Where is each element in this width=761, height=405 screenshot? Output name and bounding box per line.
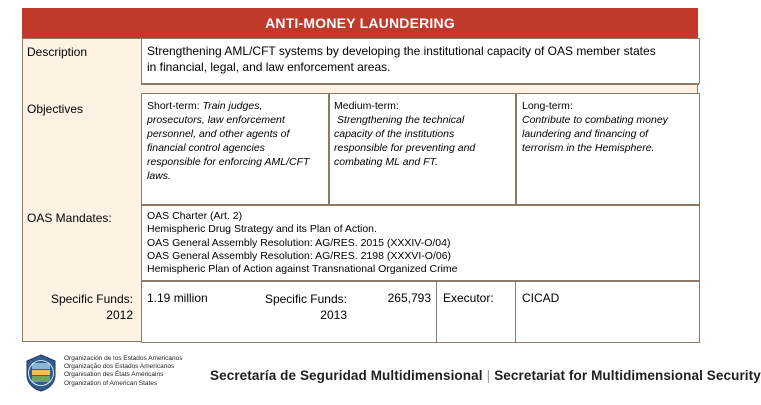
objective-medium-line: responsible for preventing and — [334, 142, 476, 154]
secretariat-separator: | — [486, 368, 491, 383]
row-divider — [141, 84, 699, 85]
funds-2012-label-line: 2012 — [106, 308, 133, 322]
footer — [0, 346, 761, 405]
objective-long-line: Contribute to combating money — [522, 114, 668, 126]
objective-short-line: responsible for enforcing AML/CFT — [147, 156, 310, 168]
secretariat-es: Secretaría de Seguridad Multidimensional — [210, 368, 483, 383]
mandates-list — [147, 210, 458, 276]
org-name-line: Organization of American States — [64, 379, 158, 387]
funds-2013-value: 265,793 — [387, 291, 431, 305]
funds-2013-label-line: Specific Funds: — [264, 292, 347, 306]
objective-short-line: Train judges, — [202, 100, 263, 112]
oas-seal-icon — [24, 353, 58, 393]
aml-table — [22, 38, 698, 342]
objective-short-heading: Short-term: — [147, 100, 200, 112]
funds-2012-label — [27, 291, 133, 323]
executor-label: Executor: — [443, 291, 494, 305]
mandate-item: Hemispheric Plan of Action against Transnational Organized Crime — [147, 263, 458, 276]
description-text-1: Strengthening AML/CFT systems by developing the institutional capacity of OAS member states — [147, 44, 656, 58]
mandate-item: OAS General Assembly Resolution: AG/RES. 2015 (XXXIV-O/04) — [147, 236, 451, 249]
funds-2013-label — [251, 291, 347, 323]
secretariat-en: Secretariat for Multidimensional Security — [494, 368, 761, 383]
objective-short-line: financial control agencies — [147, 142, 265, 154]
secretariat-title — [210, 368, 761, 383]
mandate-item: OAS Charter (Art. 2) — [147, 210, 243, 222]
objectives-label: Objectives — [27, 102, 84, 116]
mandates-label: OAS Mandates: — [27, 211, 112, 225]
org-name-line: Organización de los Estados Americanos — [64, 355, 183, 362]
objective-medium-text — [334, 99, 475, 169]
funds-2012-label-line: Specific Funds: — [50, 292, 133, 306]
org-names — [64, 355, 183, 388]
org-name-line: Organisation des États Américains — [64, 371, 164, 379]
objective-long-line: laundering and financing of — [522, 128, 649, 140]
objective-long-heading: Long-term: — [522, 100, 573, 112]
objective-medium-line: combating ML and FT. — [334, 156, 438, 168]
objective-short-text — [147, 99, 309, 183]
objective-medium-heading: Medium-term: — [334, 100, 399, 112]
funds-2012-value: 1.19 million — [147, 291, 208, 305]
org-name-line: Organização dos Estados Americanos — [64, 363, 175, 371]
objective-medium-line: capacity of the institutions — [334, 128, 455, 140]
mandate-item: OAS General Assembly Resolution: AG/RES. 2198 (XXXVI-O/06) — [147, 249, 452, 262]
executor-value: CICAD — [522, 291, 560, 305]
objective-long-line: terrorism in the Hemisphere. — [522, 142, 655, 154]
page-title: ANTI-MONEY LAUNDERING — [22, 8, 698, 38]
funds-2013-label-line: 2013 — [320, 308, 347, 322]
objective-short-line: personnel, and other agents of — [147, 128, 290, 140]
description-text-2: in financial, legal, and law enforcement areas. — [147, 60, 391, 74]
description-label: Description — [27, 45, 88, 59]
objective-medium-line: Strengthening the technical — [336, 114, 465, 126]
objective-short-line: prosecutors, law enforcement — [147, 114, 285, 126]
mandate-item: Hemispheric Drug Strategy and its Plan of Action. — [147, 223, 377, 236]
objective-short-line: laws. — [147, 170, 171, 182]
objective-long-text — [522, 99, 668, 155]
